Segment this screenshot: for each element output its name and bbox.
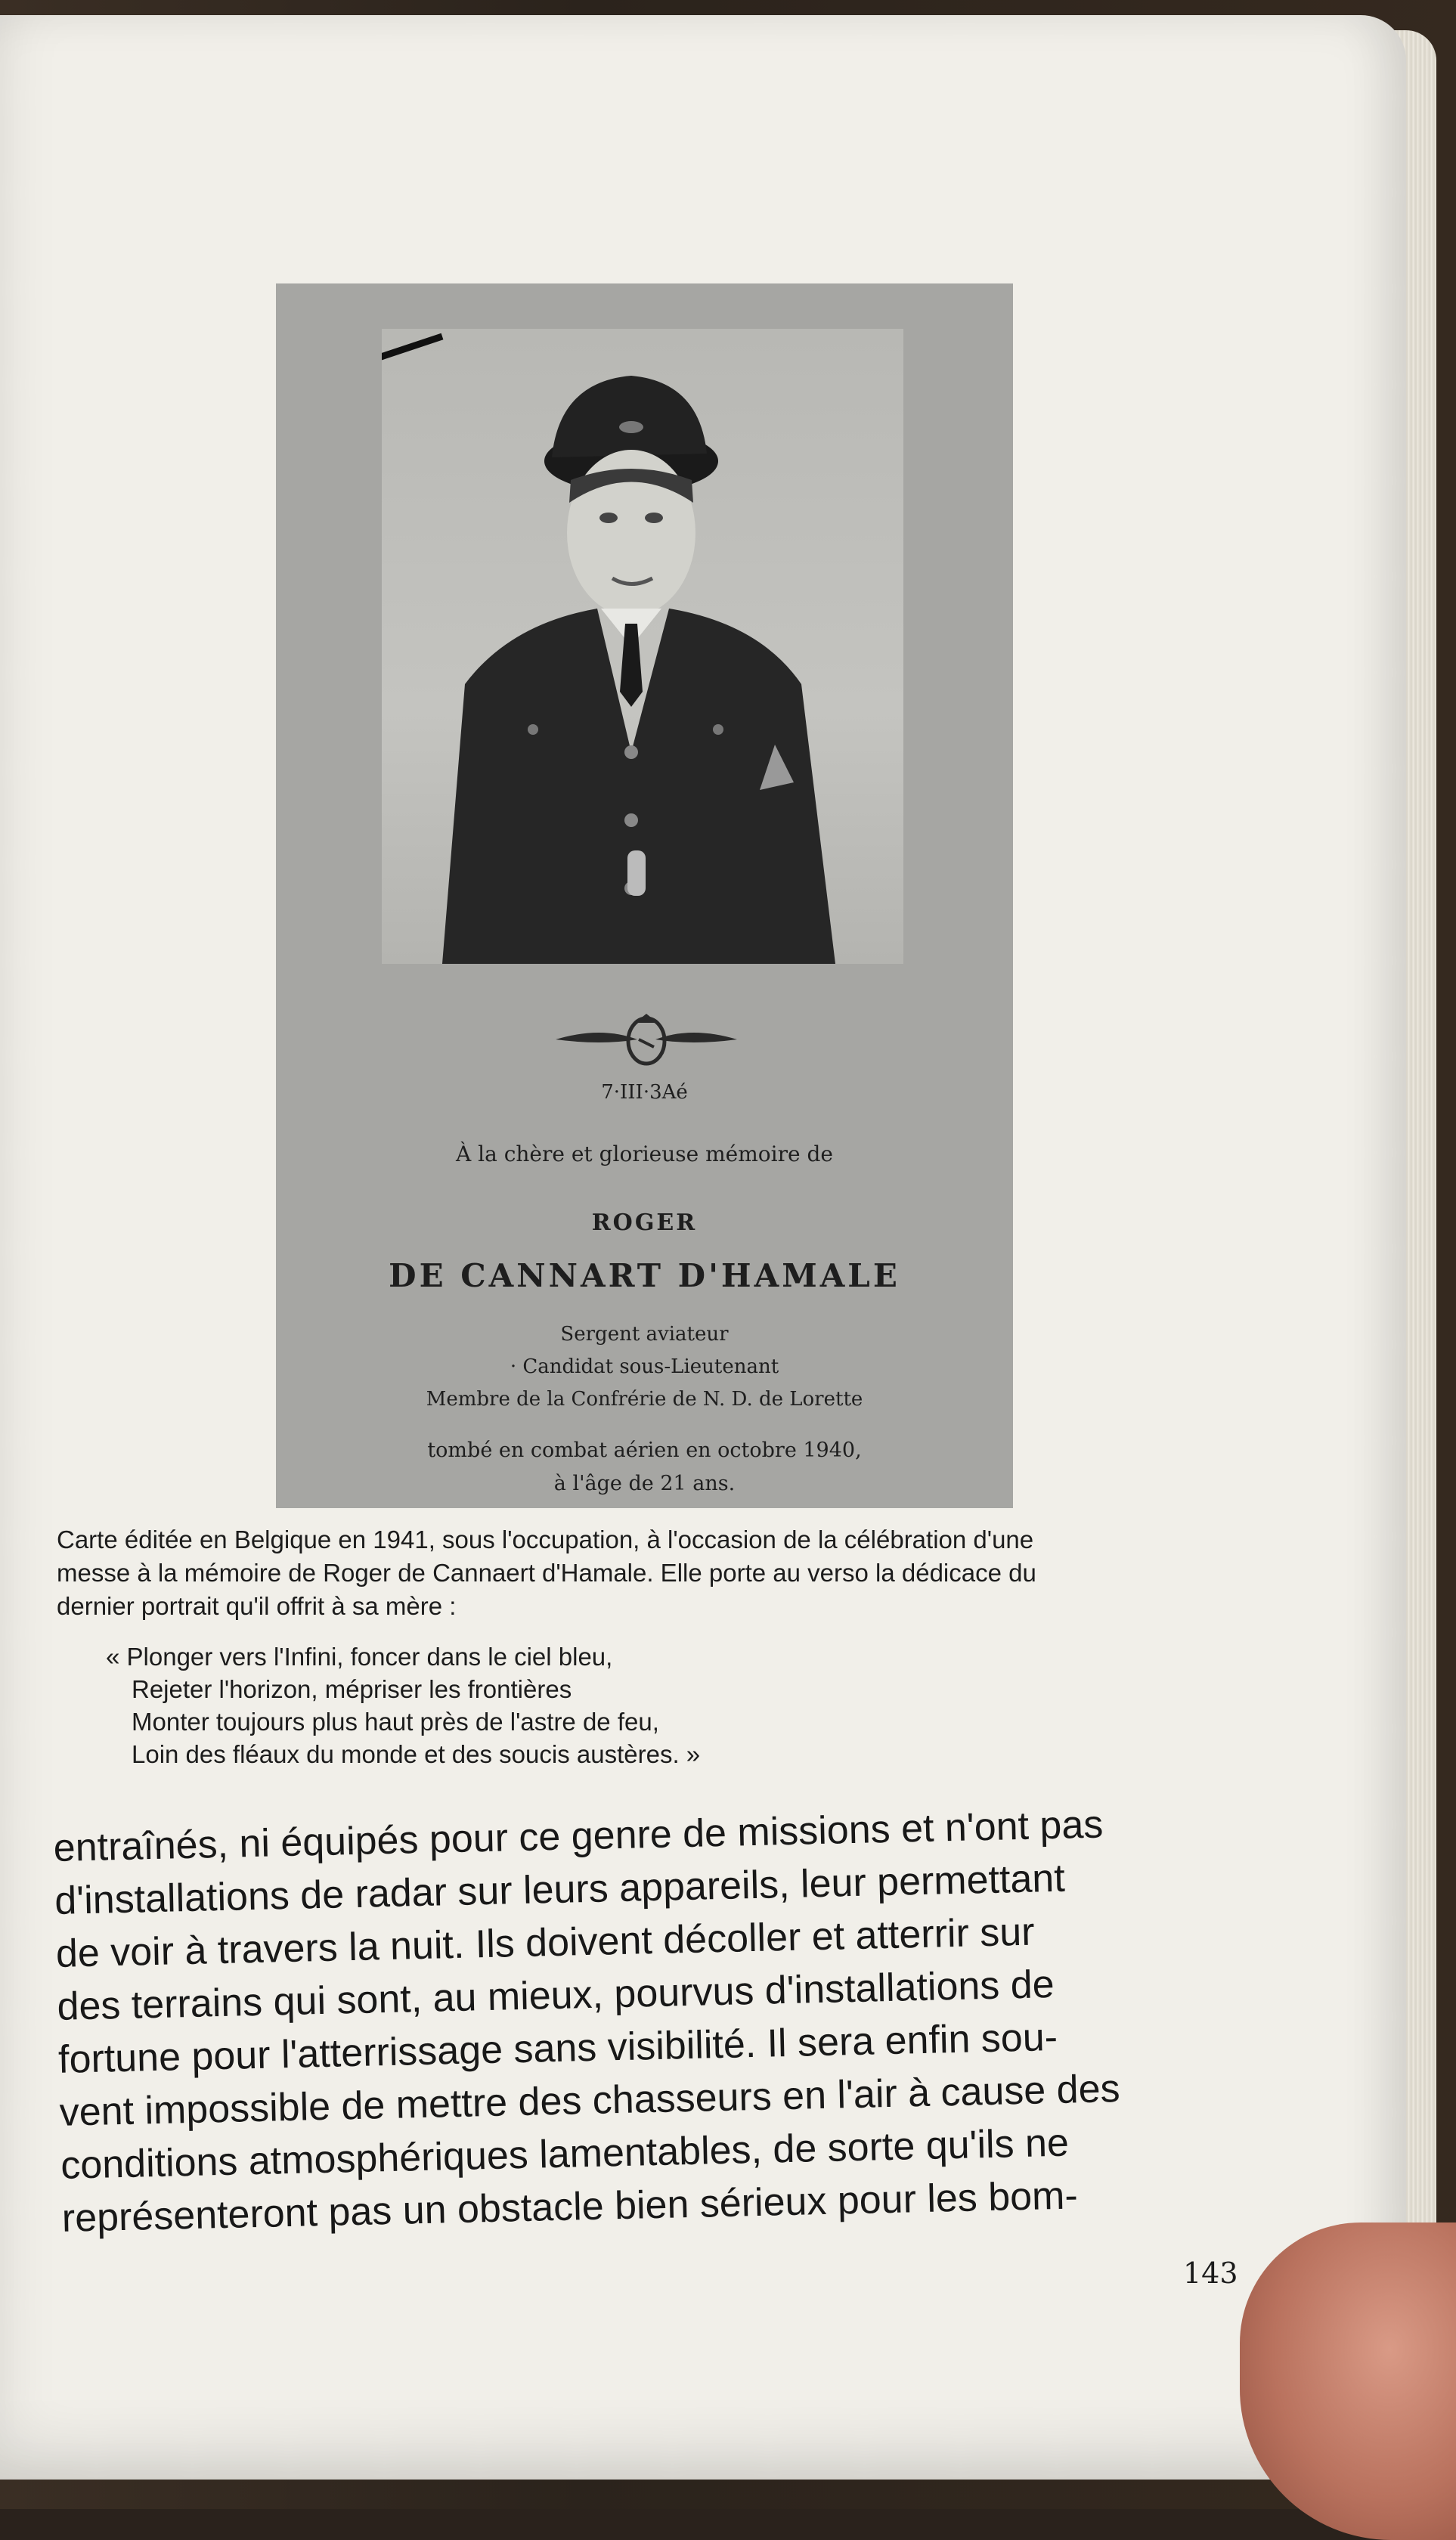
body-line: conditions atmosphériques lamentables, de sorte qu'ils ne xyxy=(60,2120,1070,2188)
body-line: d'installations de radar sur leurs appareils, leur permettant xyxy=(54,1856,1066,1923)
body-line: représenteront pas un obstacle bien sérieux pour les bom- xyxy=(61,2173,1079,2241)
card-first-name: ROGER xyxy=(591,1210,698,1236)
page-number: 143 xyxy=(1183,2257,1238,2290)
card-candidate: · Candidat sous-Lieutenant xyxy=(510,1355,779,1378)
body-line: des terrains qui sont, au mieux, pourvus d'installations de xyxy=(56,1962,1055,2029)
body-line: de voir à travers la nuit. Ils doivent décoller et atterrir sur xyxy=(55,1910,1036,1976)
body-line: fortune pour l'atterrissage sans visibilité. Il sera enfin sou- xyxy=(57,2015,1058,2082)
card-age: à l'âge de 21 ans. xyxy=(553,1472,736,1495)
poem-line: Rejeter l'horizon, mépriser les frontières xyxy=(132,1675,572,1703)
caption-line: dernier portrait qu'il offrit à sa mère : xyxy=(57,1592,457,1620)
body-line: entraînés, ni équipés pour ce genre de missions et n'ont pas xyxy=(53,1802,1104,1870)
caption-line: Carte éditée en Belgique en 1941, sous l'occupation, à l'occasion de la célébration d'une xyxy=(57,1526,1034,1553)
memorial-card xyxy=(276,283,1013,1508)
body-paragraph xyxy=(53,1795,1272,2245)
card-fell: tombé en combat aérien en octobre 1940, xyxy=(427,1439,862,1462)
figure-caption xyxy=(57,1523,1266,1623)
card-dedication: À la chère et glorieuse mémoire de xyxy=(456,1141,833,1166)
card-rank: Sergent aviateur xyxy=(560,1323,729,1346)
card-member: Membre de la Confrérie de N. D. de Lorette xyxy=(426,1388,863,1411)
poem-line: Loin des fléaux du monde et des soucis austères. » xyxy=(132,1740,701,1768)
card-last-name: DE CANNART D'HAMALE xyxy=(389,1257,900,1294)
poem-line: « Plonger vers l'Infini, foncer dans le ciel bleu, xyxy=(106,1643,613,1671)
caption-line: messe à la mémoire de Roger de Cannaert d'Hamale. Elle porte au verso la dédicace du xyxy=(57,1559,1036,1587)
poem-line: Monter toujours plus haut près de l'astre de feu, xyxy=(132,1708,659,1736)
pilot-wings-icon xyxy=(548,1009,745,1077)
card-code: 7·III·3Aé xyxy=(601,1081,688,1104)
portrait-photo xyxy=(382,329,903,964)
poem xyxy=(106,1640,1164,1770)
body-line: vent impossible de mettre des chasseurs en l'air à cause des xyxy=(59,2067,1121,2135)
book-page xyxy=(0,15,1406,2480)
